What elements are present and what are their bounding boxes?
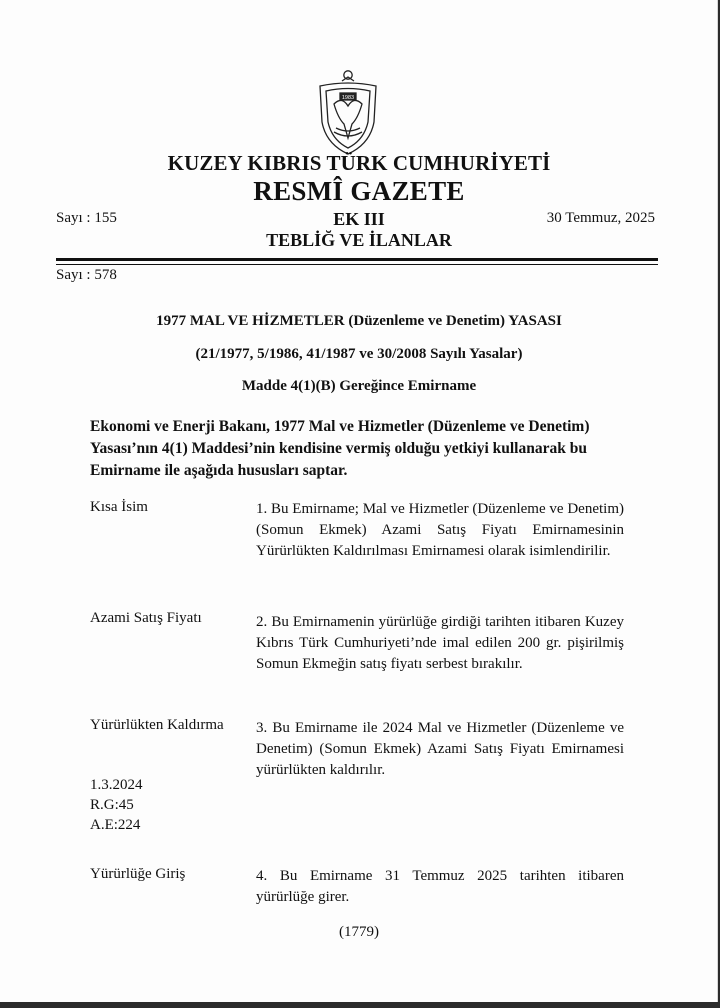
emblem-year: 1983 — [341, 95, 355, 101]
state-emblem-icon — [312, 66, 384, 158]
page-number: (1779) — [339, 924, 379, 940]
repeal-ref-date: 1.3.2024 — [90, 777, 143, 793]
supplement-label: EK III — [333, 209, 385, 229]
intro-paragraph: Ekonomi ve Enerji Bakanı, 1977 Mal ve Hizmetler (Düzenleme ve Denetim) Yasası’nın 4(1) Maddesi’nin kendisine vermiş olduğu yetkiyi kullanarak bu Emirname ile aşağıda hususları saptar. — [90, 418, 590, 479]
section-label-max-price: Azami Satış Fiyatı — [90, 610, 202, 626]
country-name: KUZEY KIBRIS TÜRK CUMHURİYETİ — [167, 151, 551, 175]
section-label-entry-into-force: Yürürlüğe Giriş — [90, 866, 186, 882]
law-numbers: (21/1977, 5/1986, 41/1987 ve 30/2008 Sayılı Yasalar) — [195, 346, 523, 362]
repeal-ref-ae: A.E:224 — [90, 817, 141, 833]
issue-date: 30 Temmuz, 2025 — [546, 210, 655, 226]
repeal-references — [90, 775, 143, 835]
issue-number: Sayı : 155 — [56, 210, 117, 226]
header-divider-thick — [56, 258, 658, 261]
article-reference: Madde 4(1)(B) Gereğince Emirname — [241, 378, 477, 394]
section-label-repeal: Yürürlükten Kaldırma — [90, 717, 224, 733]
notice-number: Sayı : 578 — [56, 267, 117, 283]
section-text-max-price: 2. Bu Emirnamenin yürürlüğe girdiği tarihten itibaren Kuzey Kıbrıs Türk Cumhuriyeti’nde imal edilen 200 gr. pişirilmiş Somun Ekmeğin satış fiyatı serbest bırakılır. — [256, 614, 624, 672]
repeal-ref-rg: R.G:45 — [90, 797, 134, 813]
law-title: 1977 MAL VE HİZMETLER (Düzenleme ve Denetim) YASASI — [156, 313, 562, 329]
section-text-entry-into-force: 4. Bu Emirname 31 Temmuz 2025 tarihten itibaren yürürlüğe girer. — [256, 868, 624, 905]
header-divider-thin — [56, 264, 658, 265]
section-label-short-name: Kısa İsim — [90, 499, 148, 515]
section-title: TEBLİĞ VE İLANLAR — [266, 230, 452, 250]
section-text-repeal: 3. Bu Emirname ile 2024 Mal ve Hizmetler (Düzenleme ve Denetim) (Somun Ekmek) Azami Satış Fiyatı Emirnamesi yürürlükten kaldırılır. — [256, 720, 624, 778]
gazette-title: RESMÎ GAZETE — [253, 176, 465, 206]
section-text-short-name: 1. Bu Emirname; Mal ve Hizmetler (Düzenleme ve Denetim) (Somun Ekmek) Azami Satış Fiyatı Emirnamesinin Yürürlükten Kaldırılması Emirnamesi olarak isimlendirilir. — [256, 501, 624, 559]
